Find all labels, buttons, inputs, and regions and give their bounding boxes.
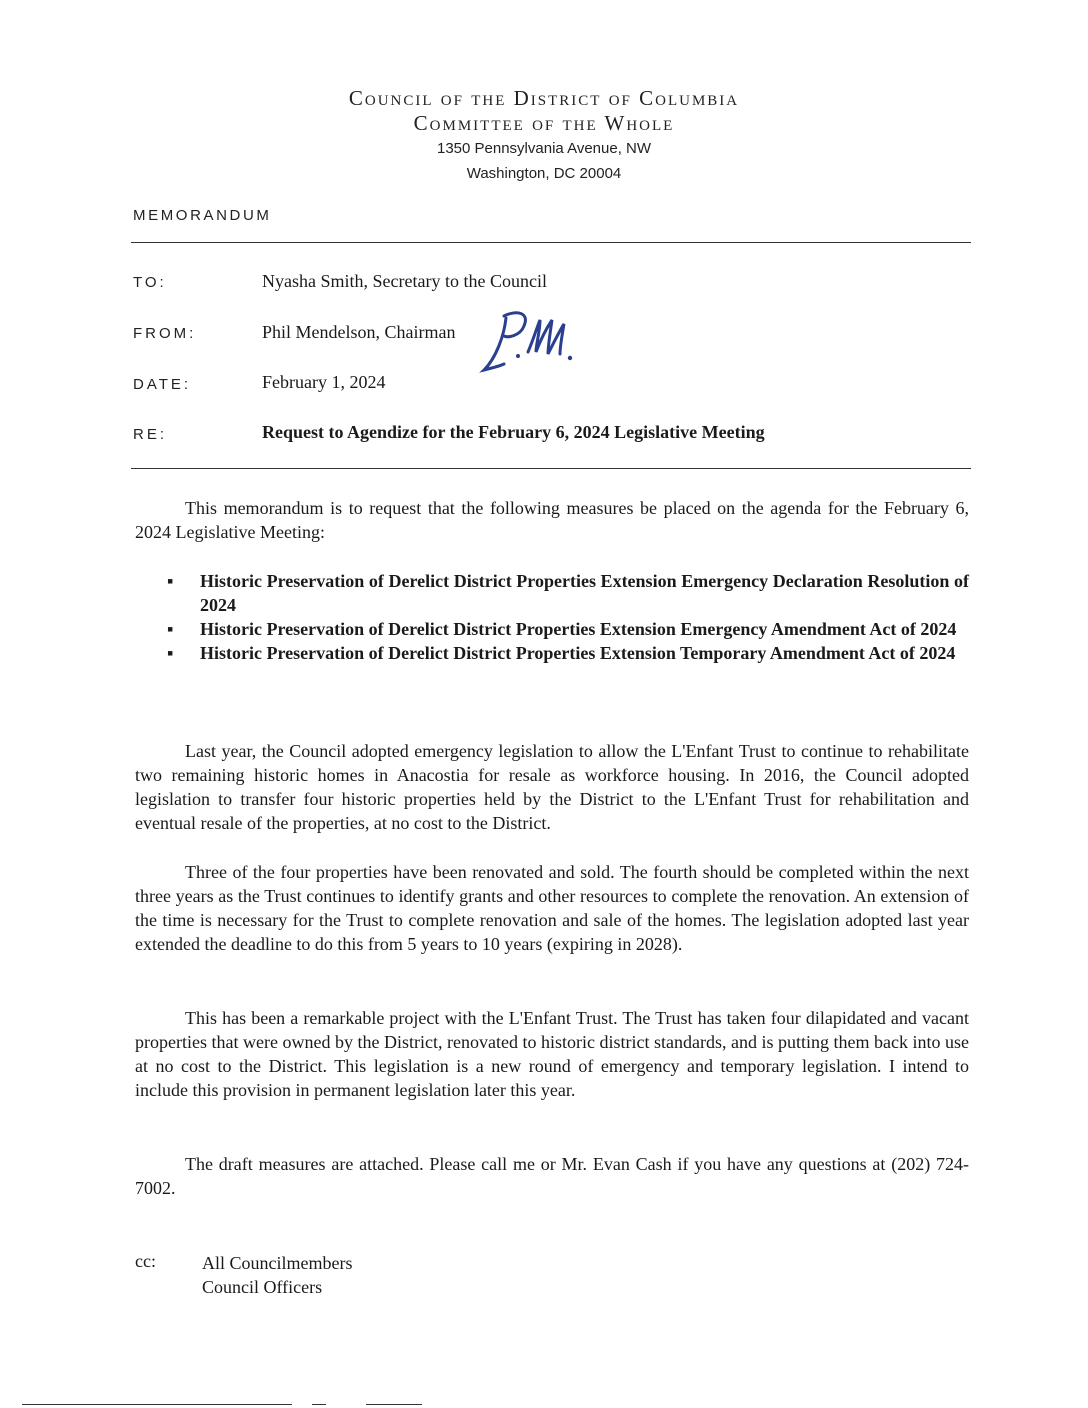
measure-item xyxy=(165,617,969,641)
header-divider-bottom xyxy=(131,468,971,469)
paragraph-background: Last year, the Council adopted emergency legislation to allow the L'Enfant Trust to continue to rehabilitate two remaining historic homes in Anacostia for resale as workforce housing. In 2016, the Council adopted legislation to transfer four historic properties held by the District to the L'Enfant Trust for rehabilitation and eventual resale of the properties, at no cost to the District. xyxy=(135,741,969,833)
to-value: Nyasha Smith, Secretary to the Council xyxy=(262,271,547,291)
address-street: 1350 Pennsylvania Avenue, NW xyxy=(436,140,652,157)
address-city: Washington, DC 20004 xyxy=(466,165,622,182)
footer-rule xyxy=(312,1404,326,1405)
re-value: Request to Agendize for the February 6, 2024 Legislative Meeting xyxy=(262,422,765,442)
measure-item xyxy=(165,569,969,617)
bullet-icon: ▪ xyxy=(167,643,174,663)
from-label: FROM: xyxy=(133,325,197,342)
cc-recipients xyxy=(202,1251,352,1299)
to-label: TO: xyxy=(133,274,167,291)
measure-title: Historic Preservation of Derelict District Properties Extension Emergency Amendment Act of 2024 xyxy=(200,619,957,639)
committee-name: Committee of the Whole xyxy=(413,111,675,135)
org-name: Council of the District of Columbia xyxy=(348,86,740,110)
cc-label: cc: xyxy=(135,1251,156,1271)
bullet-icon: ▪ xyxy=(167,619,174,639)
paragraph-status: Three of the four properties have been renovated and sold. The fourth should be completed within the next three years as the Trust continues to identify grants and other resources to complete the renovation. An extension of the time is necessary for the Trust to complete renovation and sale of the homes. The legislation adopted last year extended the deadline to do this from 5 years to 10 years (expiring in 2028). xyxy=(135,862,969,954)
re-label: RE: xyxy=(133,426,168,443)
measure-title: Historic Preservation of Derelict District Properties Extension Emergency Declaration Resolution of 2024 xyxy=(200,571,969,615)
cc-recipient: Council Officers xyxy=(202,1277,323,1297)
measure-item xyxy=(165,641,969,665)
date-label: DATE: xyxy=(133,376,192,393)
chairman-signature xyxy=(474,308,584,376)
footer-rule xyxy=(22,1404,292,1405)
memorandum-label: MEMORANDUM xyxy=(133,207,272,224)
measures-list xyxy=(165,569,969,665)
letterhead xyxy=(0,86,1088,186)
paragraph-project: This has been a remarkable project with the L'Enfant Trust. The Trust has taken four dilapidated and vacant properties that were owned by the District, renovated to historic district standards, and is putting them back into use at no cost to the District. This legislation is a new round of emergency and temporary legislation. I intend to include this provision in permanent legislation later this year. xyxy=(135,1008,969,1100)
footer-rule xyxy=(366,1404,422,1405)
measure-title: Historic Preservation of Derelict District Properties Extension Temporary Amendment Act of 2024 xyxy=(200,643,956,663)
paragraph-contact: The draft measures are attached. Please call me or Mr. Evan Cash if you have any questions at (202) 724-7002. xyxy=(135,1154,969,1198)
from-value: Phil Mendelson, Chairman xyxy=(262,322,456,342)
header-divider-top xyxy=(131,242,971,243)
intro-paragraph: This memorandum is to request that the following measures be placed on the agenda for the February 6, 2024 Legislative Meeting: xyxy=(135,498,969,542)
date-value: February 1, 2024 xyxy=(262,372,386,392)
cc-recipient: All Councilmembers xyxy=(202,1253,353,1273)
bullet-icon: ▪ xyxy=(167,571,174,591)
